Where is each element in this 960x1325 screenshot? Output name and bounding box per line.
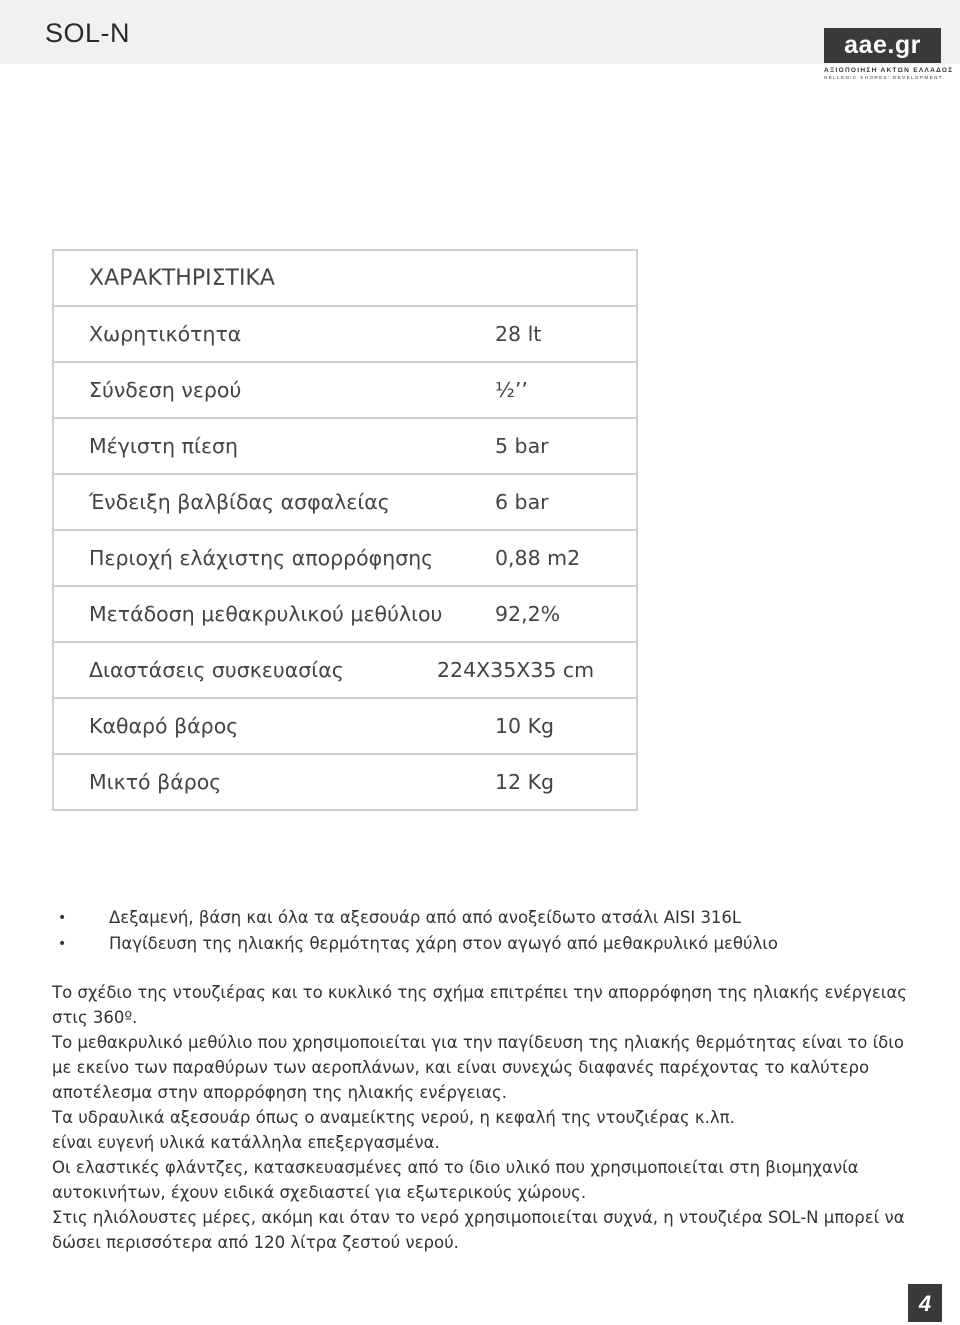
- list-item: [58, 905, 918, 931]
- page-number: 4: [908, 1284, 942, 1322]
- spec-row-transmission: [54, 587, 636, 643]
- spec-value: 6 bar: [495, 490, 549, 514]
- spec-value: 28 lt: [495, 322, 542, 346]
- spec-label: Μέγιστη πίεση: [89, 434, 239, 458]
- paragraph: Στις ηλιόλουστες μέρες, ακόμη και όταν το νερό χρησιμοποιείται συχνά, η ντουζιέρα SOL-N μπορεί να δώσει περισσότερα από 120 λίτρα ζεστού νερού.: [52, 1208, 905, 1252]
- spec-row-gross-weight: [54, 755, 636, 809]
- spec-value: 5 bar: [495, 434, 549, 458]
- spec-row-water-connection: [54, 363, 636, 419]
- bullet-dot-icon: •: [58, 936, 67, 952]
- spec-label: Χωρητικότητα: [89, 322, 242, 346]
- paragraph: είναι ευγενή υλικά κατάλληλα επεξεργασμένα.: [52, 1133, 440, 1152]
- paragraph: Οι ελαστικές φλάντζες, κατασκευασμένες από το ίδιο υλικό που χρησιμοποιείται στη βιομηχανία αυτοκινήτων, έχουν ειδικά σχεδιαστεί για εξωτερικούς χώρους.: [52, 1158, 859, 1202]
- spec-label: Περιοχή ελάχιστης απορρόφησης: [89, 546, 434, 570]
- spec-value: ½’’: [495, 378, 528, 402]
- spec-label: Καθαρό βάρος: [89, 714, 239, 738]
- spec-label: Ένδειξη βαλβίδας ασφαλείας: [89, 490, 390, 514]
- header-band: [0, 0, 960, 80]
- spec-value: 0,88 m2: [495, 546, 581, 570]
- spec-value: 10 Kg: [495, 714, 555, 738]
- bullet-text: Παγίδευση της ηλιακής θερμότητας χάρη στον αγωγό από μεθακρυλικό μεθύλιο: [109, 934, 778, 953]
- spec-row-net-weight: [54, 699, 636, 755]
- spec-row-max-pressure: [54, 419, 636, 475]
- aae-logo: [824, 28, 954, 80]
- spec-value: 224X35X35 cm: [437, 658, 595, 682]
- product-title: SOL-N: [45, 18, 131, 48]
- spec-value: 92,2%: [495, 602, 561, 626]
- paragraph: Το σχέδιο της ντουζιέρας και το κυκλικό της σχήμα επιτρέπει την απορρόφηση της ηλιακής ενέργειας στις 360º.: [52, 983, 907, 1027]
- list-item: [58, 931, 918, 957]
- feature-bullet-list: [58, 905, 918, 957]
- spec-table-heading: ΧΑΡΑΚΤΗΡΙΣΤΙΚΑ: [54, 251, 636, 307]
- spec-row-capacity: [54, 307, 636, 363]
- bullet-text: Δεξαμενή, βάση και όλα τα αξεσουάρ από από ανοξείδωτο ατσάλι AISI 316L: [109, 908, 742, 927]
- paragraph: Τα υδραυλικά αξεσουάρ όπως ο αναμείκτης νερού, η κεφαλή της ντουζιέρας κ.λπ.: [52, 1108, 735, 1127]
- logo-wordmark: aae.gr: [824, 28, 941, 63]
- logo-tagline-greek: ΑΞΙΟΠΟΙΗΣΗ ΑΚΤΩΝ ΕΛΛΑΔΟΣ: [824, 67, 954, 74]
- description-text: [52, 980, 922, 1255]
- spec-label: Μετάδοση μεθακρυλικού μεθύλιου: [89, 602, 443, 626]
- spec-table: [52, 249, 638, 811]
- bullet-dot-icon: •: [58, 910, 67, 926]
- spec-label: Σύνδεση νερού: [89, 378, 242, 402]
- spec-label: Διαστάσεις συσκευασίας: [89, 658, 344, 682]
- spec-row-safety-valve: [54, 475, 636, 531]
- spec-row-absorption-area: [54, 531, 636, 587]
- spec-row-package-dimensions: [54, 643, 636, 699]
- spec-value: 12 Kg: [495, 770, 555, 794]
- logo-tagline-english: HELLENIC SHORES' DEVELOPMENT: [824, 75, 943, 80]
- spec-label: Μικτό βάρος: [89, 770, 222, 794]
- paragraph: Το μεθακρυλικό μεθύλιο που χρησιμοποιείται για την παγίδευση της ηλιακής θερμότητας είναι το ίδιο με εκείνο των παραθύρων των αεροπλάνων, και είναι συνεχώς διαφανές παρέχοντας το καλύτερο αποτέλεσμα στην απορρόφηση της ηλιακής ενέργειας.: [52, 1033, 904, 1102]
